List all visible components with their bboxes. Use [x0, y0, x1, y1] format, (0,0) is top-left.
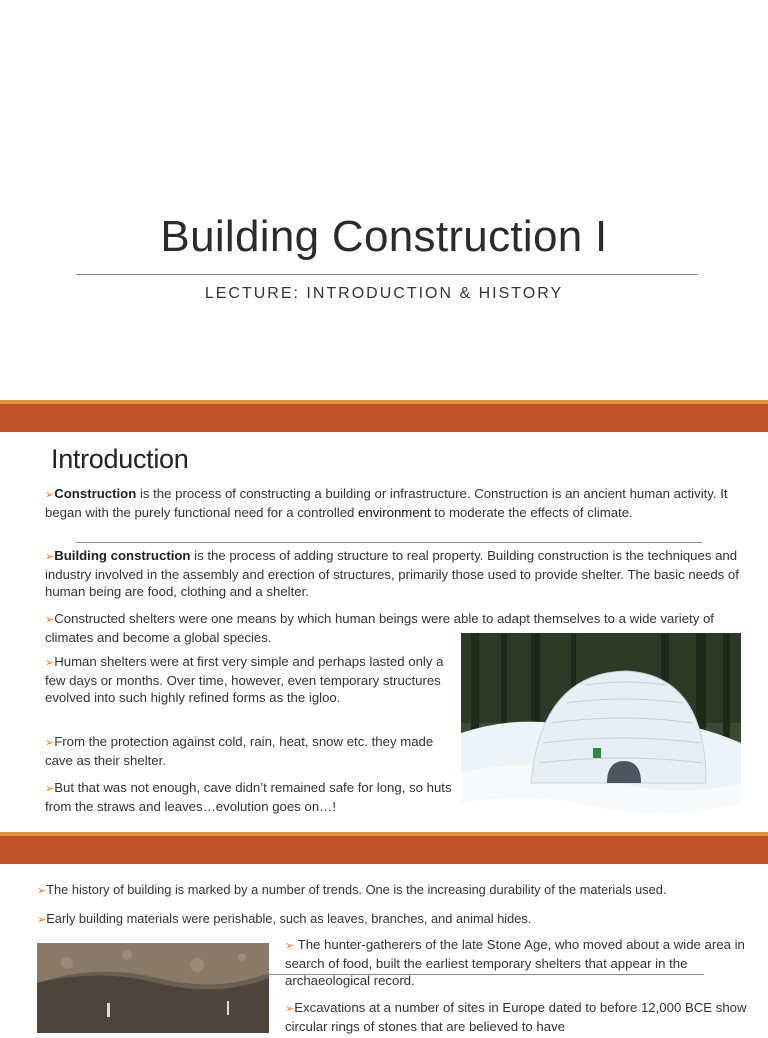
- paragraph-building-construction: ➢Building construction is the process of adding structure to real property. Building construction is the techniques and industry involved in the assembly and erection of structures, primarily those used to provide shelter. The basic needs of human being are food, clothing and a shelter.: [45, 548, 739, 600]
- term-bold: Building construction: [54, 548, 191, 563]
- title-divider: [76, 274, 698, 275]
- bullet-arrow-icon: ➢: [45, 489, 55, 501]
- slide-subtitle: LECTURE: INTRODUCTION & HISTORY: [204, 285, 564, 302]
- bullet-arrow-icon: ➢: [285, 1003, 295, 1015]
- paragraph-shelters: ➢Constructed shelters were one means by which human beings were able to adapt themselves to a wide variety of climates and become a global species.: [45, 611, 714, 646]
- bullet-arrow-icon: ➢: [37, 914, 47, 926]
- paragraph-excavations: ➢Excavations at a number of sites in Europe dated to before 12,000 BCE show circular rings of stones that are believed to have: [285, 1000, 747, 1035]
- bullet-arrow-icon: ➢: [45, 783, 55, 795]
- bullet-arrow-icon: ➢: [37, 885, 47, 897]
- title-slide: [0, 0, 768, 400]
- bullet-arrow-icon: ➢: [45, 737, 55, 749]
- slide-header-band: [0, 400, 768, 432]
- cave-photo: [37, 943, 269, 1033]
- highlight-term: environment: [358, 505, 431, 521]
- paragraph-construction: ➢Construction is the process of constructing a building or infrastructure. Construction is an ancient human activity. It began with the purely functional need for a controlled environment to moderate the effects of climate.: [45, 486, 728, 521]
- paragraph-human-shelters: ➢Human shelters were at first very simple and perhaps lasted only a few days or months. Over time, however, even temporary structures evolved into such highly refined forms as the igloo.: [45, 654, 444, 706]
- section-heading: Introduction: [51, 444, 189, 474]
- bullet-arrow-icon: ➢: [45, 657, 55, 669]
- bullet-arrow-icon: ➢: [45, 614, 55, 626]
- paragraph-early-materials: ➢Early building materials were perishable, such as leaves, branches, and animal hides.: [37, 911, 532, 926]
- paragraph-history-trends: ➢The history of building is marked by a number of trends. One is the increasing durability of the materials used.: [37, 882, 667, 897]
- igloo-photo: [461, 633, 741, 828]
- paragraph-hunter-gatherers: ➢ The hunter-gatherers of the late Stone Age, who moved about a wide area in search of food, built the earliest temporary shelters that appear in the archaeological record.: [285, 937, 745, 989]
- introduction-slide: [0, 432, 768, 832]
- term-bold: Construction: [54, 486, 137, 501]
- paragraph-divider: [76, 542, 702, 543]
- bullet-arrow-icon: ➢: [45, 551, 55, 563]
- paragraph-huts: ➢But that was not enough, cave didn’t remained safe for long, so huts from the straws and leaves…evolution goes on…!: [45, 780, 452, 815]
- history-slide: [0, 864, 768, 1035]
- paragraph-cave: ➢From the protection against cold, rain, heat, snow etc. they made cave as their shelter.: [45, 734, 434, 769]
- bullet-arrow-icon: ➢: [285, 940, 295, 952]
- slide-title: Building Construction I: [160, 212, 608, 261]
- slide-header-band: [0, 832, 768, 864]
